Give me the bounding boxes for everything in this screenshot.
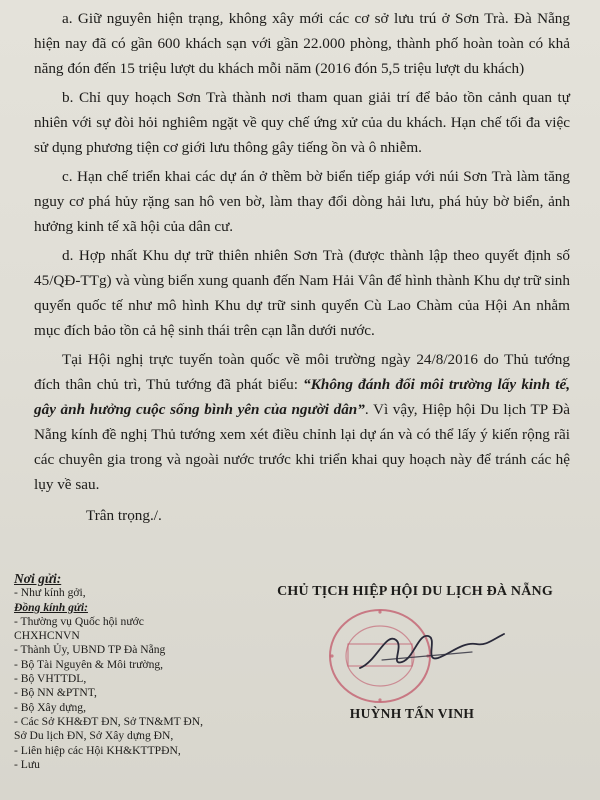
- recipient-item: - Bộ Tài Nguyên & Môi trường,: [14, 657, 164, 671]
- paragraph-a: a. Giữ nguyên hiện trạng, không xây mới các cơ sở lưu trú ở Sơn Trà. Đà Nẵng hiện nay đã có gần 600 khách sạn với gần 22.000 phòng, thành phố hoàn toàn có khả năng đón đến 15 triệu lượt du khách mỗi năm (2016 đón 5,5 triệu lượt du khách): [34, 10, 570, 77]
- conference-text-before: Tại Hội nghị trực tuyến toàn quốc về môi trường ngày 24/8/2016 do Thủ tướng đích thân chủ trì, Thủ tướng đã phát biểu:: [34, 351, 570, 393]
- paragraph-b: b. Chỉ quy hoạch Sơn Trà thành nơi tham quan giải trí để bảo tồn cảnh quan tự nhiên với sự đòi hỏi nghiêm ngặt về quy chế ứng xử của du khách. Hạn chế tối đa việc sử dụng phương tiện cơ giới lưu thông gây tiếng ồn và ô nhiễm.: [34, 89, 570, 156]
- recipient-item: - Thường vụ Quốc hội nước: [14, 614, 144, 628]
- paragraph-d: d. Hợp nhất Khu dự trữ thiên nhiên Sơn Trà (được thành lập theo quyết định số 45/QĐ-TTg) và vùng biển xung quanh đến Nam Hải Vân để hình thành Khu dự trữ sinh quyển quốc tế như mô hình Khu dự trữ sinh quyển Cù Lao Chàm của Hội An nhằm mục đích bảo tồn cả hệ sinh thái trên cạn lẫn dưới nước.: [34, 247, 570, 339]
- cc-heading: Đồng kính gửi:: [14, 600, 88, 614]
- recipient-item: - Các Sở KH&ĐT ĐN, Sở TN&MT ĐN,: [14, 714, 204, 728]
- conference-text-after: . Vì vậy, Hiệp hội Du lịch TP Đà Nẵng kính đề nghị Thủ tướng xem xét điều chỉnh lại dự án và có thể lấy ý kiến rộng rãi các chuyên gia trong và ngoài nước trước khi triển khai quy hoạch này để tránh các hệ lụy về sau.: [34, 401, 571, 493]
- letter-body: [34, 6, 570, 532]
- recipient-item: CHXHCNVN: [14, 629, 80, 643]
- signatory-title: CHỦ TỊCH HIỆP HỘI DU LỊCH ĐÀ NẴNG: [277, 584, 553, 599]
- handwritten-signature: [352, 622, 512, 682]
- prime-minister-quote: “Không đánh đổi môi trường lấy kinh tế, gây ảnh hưởng cuộc sống bình yên của người dân”: [34, 376, 571, 418]
- paragraph-conference: [34, 347, 570, 497]
- recipient-item: Sở Du lịch ĐN, Sở Xây dựng ĐN,: [14, 729, 174, 743]
- paragraph-c: c. Hạn chế triển khai các dự án ở thềm bờ biển tiếp giáp với núi Sơn Trà làm tăng nguy cơ phá hủy rặng san hô ven bờ, làm thay đổi dòng hải lưu, phá hủy bờ biển, ảnh hưởng kinh tế xã hội của dân cư.: [34, 168, 570, 235]
- recipients-line: - Như kính gởi,: [14, 586, 86, 600]
- recipient-item: - Bộ VHTTDL,: [14, 672, 87, 686]
- closing-line: Trân trọng./.: [86, 507, 162, 524]
- recipient-item: - Bộ Xây dựng,: [14, 700, 86, 714]
- recipient-item: - Thành Ủy, UBND TP Đà Nẵng: [14, 643, 166, 657]
- signatory-name: HUỲNH TẤN VINH: [349, 706, 475, 721]
- recipient-item: - Bộ NN &PTNT,: [14, 686, 97, 700]
- recipients-block: [14, 572, 254, 772]
- recipient-item: - Liên hiệp các Hội KH&KTTPĐN,: [14, 743, 181, 757]
- recipients-heading: Nơi gửi:: [14, 571, 62, 586]
- recipient-item: - Lưu: [14, 757, 40, 771]
